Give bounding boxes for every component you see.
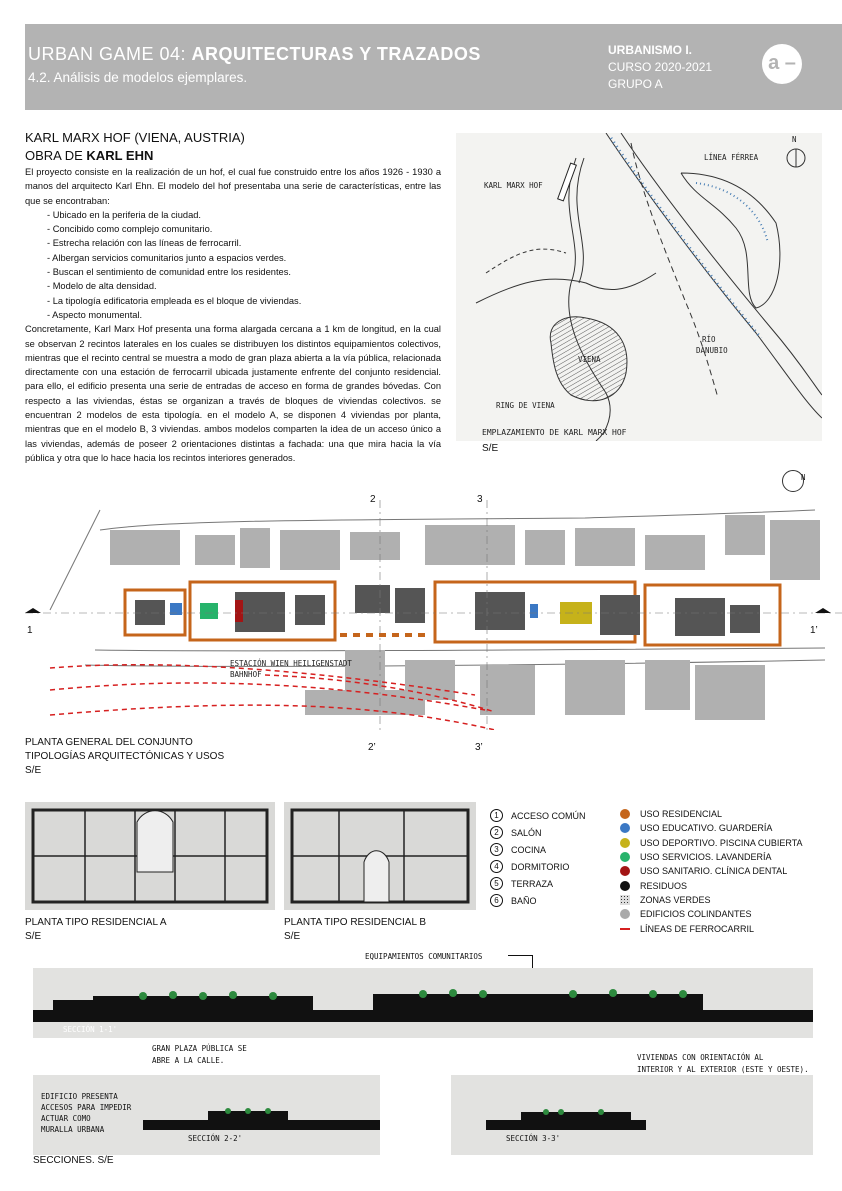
map-label-rail: LÍNEA FÉRREA [704,153,759,162]
cut-label-2b: 2’ [368,742,376,753]
residential-dot-icon [620,809,630,819]
feature-item: - Albergan servicios comunitarios junto a espacios verdes. [47,251,441,265]
use-legend-neighbours: EDIFICIOS COLINDANTES [620,907,803,921]
section-2-2 [33,1075,380,1155]
section-1-1 [33,968,813,1038]
course-year: CURSO 2020-2021 [608,60,713,74]
green-zone-speckle-icon [620,895,630,905]
equip-note: EQUIPAMIENTOS COMUNITARIOS [365,952,483,961]
plaza-note-1: GRAN PLAZA PÚBLICA SE [152,1044,247,1053]
use-legend-waste: RESIDUOS [620,878,803,892]
course-name: URBANISMO I. [608,43,692,57]
health-dot-icon [620,866,630,876]
logo: a – [762,44,802,84]
feature-list [25,208,441,322]
section-1-1-label: SECCIÓN 1-1' [63,1025,118,1034]
services-dot-icon [620,852,630,862]
use-legend-health: USO SANITARIO. CLÍNICA DENTAL [620,864,803,878]
page-title: URBAN GAME 04: ARQUITECTURAS Y TRAZADOS [28,44,481,64]
project-heading: KARL MARX HOF (VIENA, AUSTRIA) [25,130,245,145]
railway-dash-icon [620,928,630,930]
location-map-drawing [456,133,822,441]
sports-dot-icon [620,838,630,848]
room-legend-item: 3 COCINA [490,841,586,858]
viviendas-note-1: VIVIENDAS CON ORIENTACIÓN AL [637,1053,764,1062]
rooms-legend [490,807,586,909]
plan-scale: S/E [25,765,42,776]
floorplan-a-drawing [25,802,275,910]
page-subtitle: 4.2. Análisis de modelos ejemplares. [28,70,248,85]
project-description [25,165,441,465]
map-scale: S/E [482,443,499,454]
map-label-hof: KARL MARX HOF [484,181,543,190]
cut-label-1: 1 [27,625,33,636]
header-band [25,24,842,110]
map-label-river-1: RÍO [702,335,716,344]
floorplan-b-drawing [284,802,476,910]
education-dot-icon [620,823,630,833]
plan-north-label: N [801,473,806,482]
feature-item: - Aspecto monumental. [47,308,441,322]
floorplan-a-caption: PLANTA TIPO RESIDENCIAL A [25,917,167,928]
feature-item: - La tipología edificatoria empleada es el bloque de viviendas. [47,294,441,308]
room-legend-item: 5 TERRAZA [490,875,586,892]
room-legend-item: 6 BAÑO [490,892,586,909]
feature-item: - Modelo de alta densidad. [47,279,441,293]
cut-label-2: 2 [370,494,376,505]
location-map [456,133,822,441]
plan-caption-1: PLANTA GENERAL DEL CONJUNTO [25,737,193,748]
waste-dot-icon [620,881,630,891]
map-caption: EMPLAZAMIENTO DE KARL MARX HOF [482,428,627,437]
floorplan-b [284,802,476,910]
station-label-1: ESTACIÓN WIEN HEILIGENSTADT [230,659,352,668]
floorplan-b-caption: PLANTA TIPO RESIDENCIAL B [284,917,427,928]
room-legend-item: 4 DORMITORIO [490,858,586,875]
description-paragraph-2: Concretamente, Karl Marx Hof presenta una forma alargada cercana a 1 km de longitud, en la cual se observan 2 recintos laterales en los cuales se distribuyen los distintos equipamientos colectivos, mientras que el recinto central se muestra a modo de gran plaza abierta a la vía pública, relacionada directamente con una estación de ferrocarril ubicada justamente enfrente del conjunto residencial. para ello, el edificio presenta una serie de entradas de acceso en forma de grandes bóvedas. Con respecto a las viviendas, éstas se organizan a través de bloques de viviendas colectivos. se encuentran 2 modelos de esta tipología. en el modelo A, se disponen 4 viviendas por planta, mientras que en el modelo B, 3 viviendas. ambos modelos comparten la idea de un acceso único a las viviendas, además de poseer 2 orientaciones distintas a fachada: una que mira hacia la vía pública y otra que lo hace hacia los recintos interiores generados. [25,324,441,463]
feature-item: - Buscan el sentimiento de comunidad entre los residentes. [47,265,441,279]
feature-item: - Ubicado en la periferia de la ciudad. [47,208,441,222]
project-author: OBRA DE KARL EHN [25,148,154,163]
cut-label-3b: 3’ [475,742,483,753]
feature-item: - Estrecha relación con las líneas de ferrocarril. [47,236,441,250]
map-label-ring: RING DE VIENA [496,401,555,410]
floorplan-a [25,802,275,910]
edificio-note: EDIFICIO PRESENTA ACCESOS PARA IMPEDIR ACTUAR COMO MURALLA URBANA [41,1092,132,1134]
floorplan-b-scale: S/E [284,931,301,942]
use-legend-green: ZONAS VERDES [620,893,803,907]
use-legend-services: USO SERVICIOS. LAVANDERÍA [620,850,803,864]
map-label-viena: VIENA [578,355,601,364]
use-legend-education: USO EDUCATIVO. GUARDERÍA [620,821,803,835]
use-legend-sports: USO DEPORTIVO. PISCINA CUBIERTA [620,836,803,850]
feature-item: - Concibido como complejo comunitario. [47,222,441,236]
station-label-2: BAHNHOF [230,670,262,679]
use-legend-residential: USO RESIDENCIAL [620,807,803,821]
sections-caption: SECCIONES. S/E [33,1155,114,1166]
cut-label-3: 3 [477,494,483,505]
course-group: GRUPO A [608,77,663,91]
section-1-1-drawing [33,968,813,1038]
viviendas-note-2: INTERIOR Y AL EXTERIOR (ESTE Y OESTE). [637,1065,809,1074]
plan-caption-2: TIPOLOGÍAS ARQUITECTÓNICAS Y USOS [25,751,225,762]
course-info [608,42,712,93]
cut-label-1b: 1’ [810,625,818,636]
neighbour-dot-icon [620,909,630,919]
room-legend-item: 1 ACCESO COMÚN [490,807,586,824]
section-3-3-label: SECCIÓN 3-3' [506,1134,561,1143]
description-paragraph-1: El proyecto consiste en la realización de un hof, el cual fue construido entre los años 1926 - 1930 a manos del arquitecto Karl Ehn. El modelo del hof presentaba una serie de características, entre las que se encontraban: [25,167,441,206]
floorplan-a-scale: S/E [25,931,42,942]
use-legend-railway: LÍNEAS DE FERROCARRIL [620,921,803,935]
map-label-river-2: DANUBIO [696,346,728,355]
equip-leader [508,955,533,956]
site-plan-drawing [25,500,842,730]
plaza-note-2: ABRE A LA CALLE. [152,1056,225,1065]
room-legend-item: 2 SALÓN [490,824,586,841]
section-3-3 [451,1075,813,1155]
map-north-label: N [792,135,797,144]
section-2-2-label: SECCIÓN 2-2' [188,1134,243,1143]
uses-legend [620,807,803,936]
